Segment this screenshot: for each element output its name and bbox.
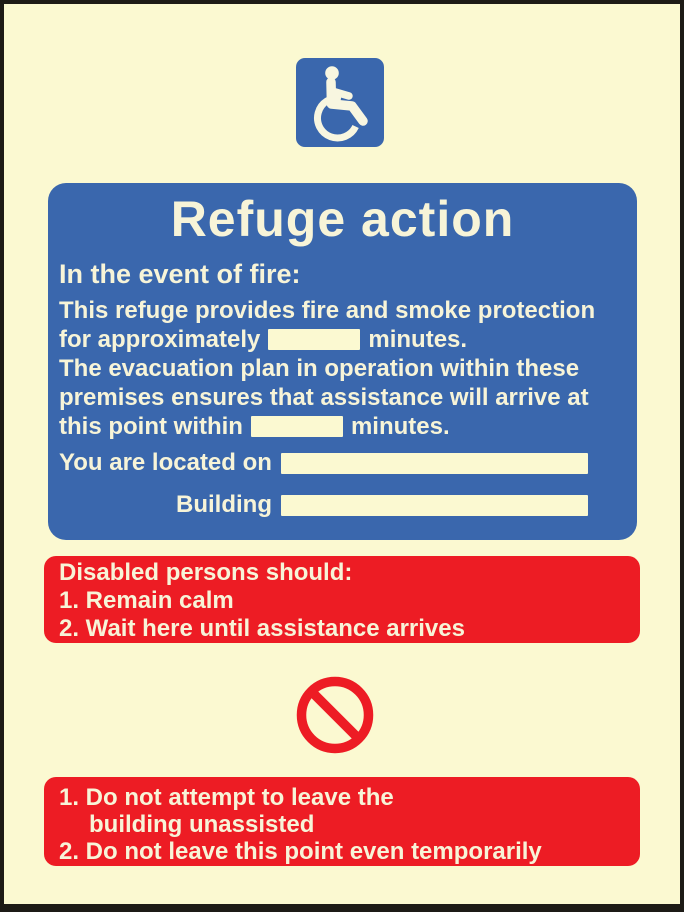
building-blank-field [281,495,588,516]
paragraph-line: premises ensures that assistance will arrive at [59,384,589,411]
paragraph-text: this point within [59,413,243,440]
prohibition-item: 1. Do not attempt to leave the [59,784,394,811]
protection-paragraph [48,296,637,441]
do-not-panel [44,777,640,866]
minutes-blank-field-1 [268,329,360,350]
minutes-blank-field-2 [251,416,343,437]
paragraph-text: for approximately [59,326,261,353]
located-label: You are located on [59,449,272,476]
instruction-item: 1. Remain calm [59,587,234,614]
prohibition-icon [292,672,378,758]
located-row [48,451,637,475]
wheelchair-icon [296,58,384,147]
refuge-action-panel [48,183,637,540]
building-row [48,493,637,517]
paragraph-text: minutes. [350,413,450,440]
paragraph-line [59,325,637,354]
panel-title: Refuge action [170,191,515,247]
disabled-persons-panel [44,556,640,643]
instruction-item: 2. Wait here until assistance arrives [59,615,465,642]
disabled-persons-heading: Disabled persons should: [59,559,353,586]
prohibition-item-continued: building unassisted [89,811,315,838]
prohibition-item: 2. Do not leave this point even temporarily [59,838,542,865]
paragraph-line: The evacuation plan in operation within these [59,355,580,382]
event-of-fire-heading: In the event of fire: [59,259,301,289]
located-blank-field [281,453,588,474]
building-label: Building [176,491,272,518]
paragraph-text: minutes. [368,326,468,353]
paragraph-line: This refuge provides fire and smoke protection [59,297,596,324]
paragraph-line [59,412,637,441]
